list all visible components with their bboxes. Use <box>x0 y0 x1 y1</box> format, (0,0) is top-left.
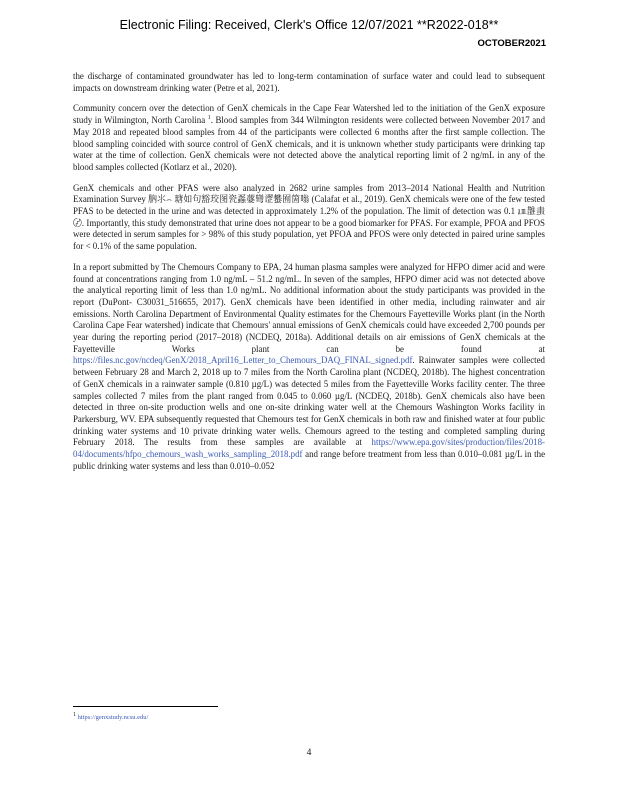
footnote-divider <box>73 706 218 707</box>
paragraph-text: and range before treatment from less than 0.010–0.081 µg/L in the public drinking water systems and less than 0.010–0.052 <box>73 449 546 471</box>
body-text <box>73 71 545 482</box>
ncdeq-letter-link[interactable]: https://files.nc.gov/ncdeq/GenX/2018_April16_Letter_to_Chemours_DAQ_FINAL_signed.pdf <box>73 355 413 366</box>
paragraph-text: . Rainwater samples were collected between February 28 and March 2, 2018 up to 7 miles from the North Carolina plant (NCDEQ, 2018b). The highest concentration of GenX chemicals in a rainwater sample (0.810 µg/L) was detected 5 miles from the Fayetteville Works facility center. The three samples collected 7 miles from the plant ranged from 0.045 to 0.060 µg/L (NCDEQ, 2018b). GenX chemicals also have been detected in three on-site production wells and one on-site drinking water well at the Chemours Washington Works facility in Parkersburg, WV. EPA subsequently requested that Chemours test for GenX chemicals in both raw and finished water at four public drinking water systems and 10 private drinking water wells. Chemours agreed to the testing and completed sampling during February 2018. The results from these samples are available at <box>73 355 545 448</box>
footnote-marker: 1 <box>73 711 76 718</box>
footnote <box>73 711 149 721</box>
genx-study-link[interactable]: https://genxstudy.ncsu.edu/ <box>77 714 149 721</box>
filing-header: Electronic Filing: Received, Clerk's Office 12/07/2021 **R2022-018** <box>119 18 499 32</box>
paragraph-urine-samples: GenX chemicals and other PFAS were also analyzed in 2682 urine samples from 2013–2014 National Health and Nutrition Examination Survey 䶺⺢⌢ 瑭如句豁珓图瓷蟸蔢彎䜧蠜囿箇嗡 (Calafat et al., 2019). GenX chemicals were one of the few tested PFAS to be detected in the urine and was detected in approximately 1.2% of the population. The limit of detection was 0.1 ㏂䧿䖯〄. Importantly, this study demonstrated that urine does not appear to be a good biomarker for PFAS. For example, PFOA and PFOS were detected in serum samples for > 98% of this study population, yet PFOA and PFOS were only detected in paired urine samples for < 0.1% of the same population. <box>73 182 545 252</box>
paragraph-text: Community concern over the detection of GenX chemicals in the Cape Fear Watershed led to the initiation of the GenX exposure study in Wilmington, North Carolina <box>73 103 545 126</box>
filing-date-label: OCTOBER2021 <box>477 38 546 49</box>
footnote-ref: 1 <box>207 115 211 122</box>
paragraph-text: In a report submitted by The Chemours Company to EPA, 24 human plasma samples were analyzed for HFPO dimer acid and were found at concentrations ranging from 1.0 ng/mL – 51.2 ng/mL. In seven of the samples, HFPO dimer acid was not detected above the analytical reporting limit of less than 1.0 ng/mL. No additional information about the study participants was provided in the report (DuPont- C30031_516655, 2017). GenX chemicals have been identified in other media, including rainwater and air emissions. North Carolina Department of Environmental Quality estimates for the Chemours Fayetteville Works plant (in the North Carolina Cape Fear watershed) indicate that Chemours' annual emissions of GenX chemicals could have exceeded 2,700 pounds per year during the reporting period (2017–2018) (NCDEQ, 2018a). Additional details on air emissions of GenX chemicals at the Fayetteville Works plant can be found at <box>73 261 545 354</box>
paragraph-community-concern <box>73 103 545 173</box>
paragraph-text: . Blood samples from 344 Wilmington residents were collected between November 2017 and May 2018 and repeated blood samples from 44 of the participants were collected 6 months after the first sample collection. The blood sampling coincided with source control of GenX chemicals, and it is unknown whether study participants were drinking tap water at the time of collection. GenX chemicals were not detected above the analytical reporting limit of 2 ng/mL in any of the blood samples collected (Kotlarz et al., 2020). <box>73 115 546 172</box>
paragraph-chemours-report <box>73 262 545 473</box>
page-number: 4 <box>306 748 312 758</box>
epa-sampling-link[interactable]: https://www.epa.gov/sites/production/files/2018-04/documents/hfpo_chemours_wash_works_sampling_2018.pdf <box>73 437 545 460</box>
paragraph-discharge: the discharge of contaminated groundwater has led to long-term contamination of surface water and could lead to subsequent impacts on downstream drinking water (Petre et al, 2021). <box>73 71 545 93</box>
